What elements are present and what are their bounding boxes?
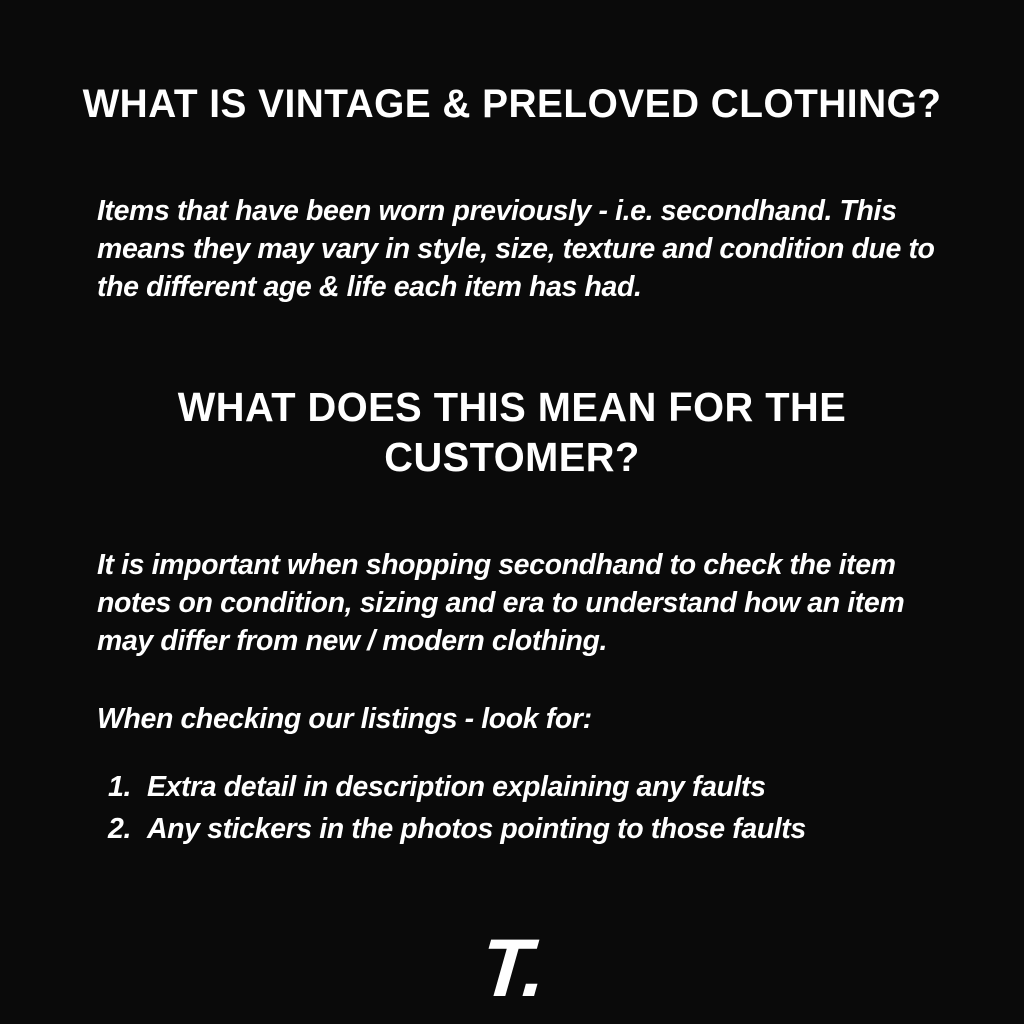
checklist-item-number: 2.: [108, 813, 131, 845]
checklist-item-text: Any stickers in the photos pointing to those faults: [146, 813, 806, 845]
checklist-item-number: 1.: [108, 771, 131, 803]
checklist-item-text: Extra detail in description explaining any faults: [146, 771, 766, 803]
section-heading: WHAT DOES THIS MEAN FOR THE CUSTOMER?: [177, 384, 847, 480]
checklist-item: [108, 768, 964, 806]
page-title: WHAT IS VINTAGE & PRELOVED CLOTHING?: [82, 82, 942, 126]
customer-paragraph: It is important when shopping secondhand to check the item notes on condition, sizing and era to understand how an item may differ from new / modern clothing.: [97, 549, 905, 657]
intro-paragraph: Items that have been worn previously - i.e. secondhand. This means they may vary in style, size, texture and condition due to the different age & life each item has had.: [97, 195, 935, 303]
brand-logo: [0, 923, 1024, 1014]
checklist-item: [108, 810, 964, 848]
listings-lead: When checking our listings - look for:: [97, 703, 592, 735]
checklist: [108, 768, 964, 848]
brand-logo-text: T.: [476, 923, 548, 1014]
